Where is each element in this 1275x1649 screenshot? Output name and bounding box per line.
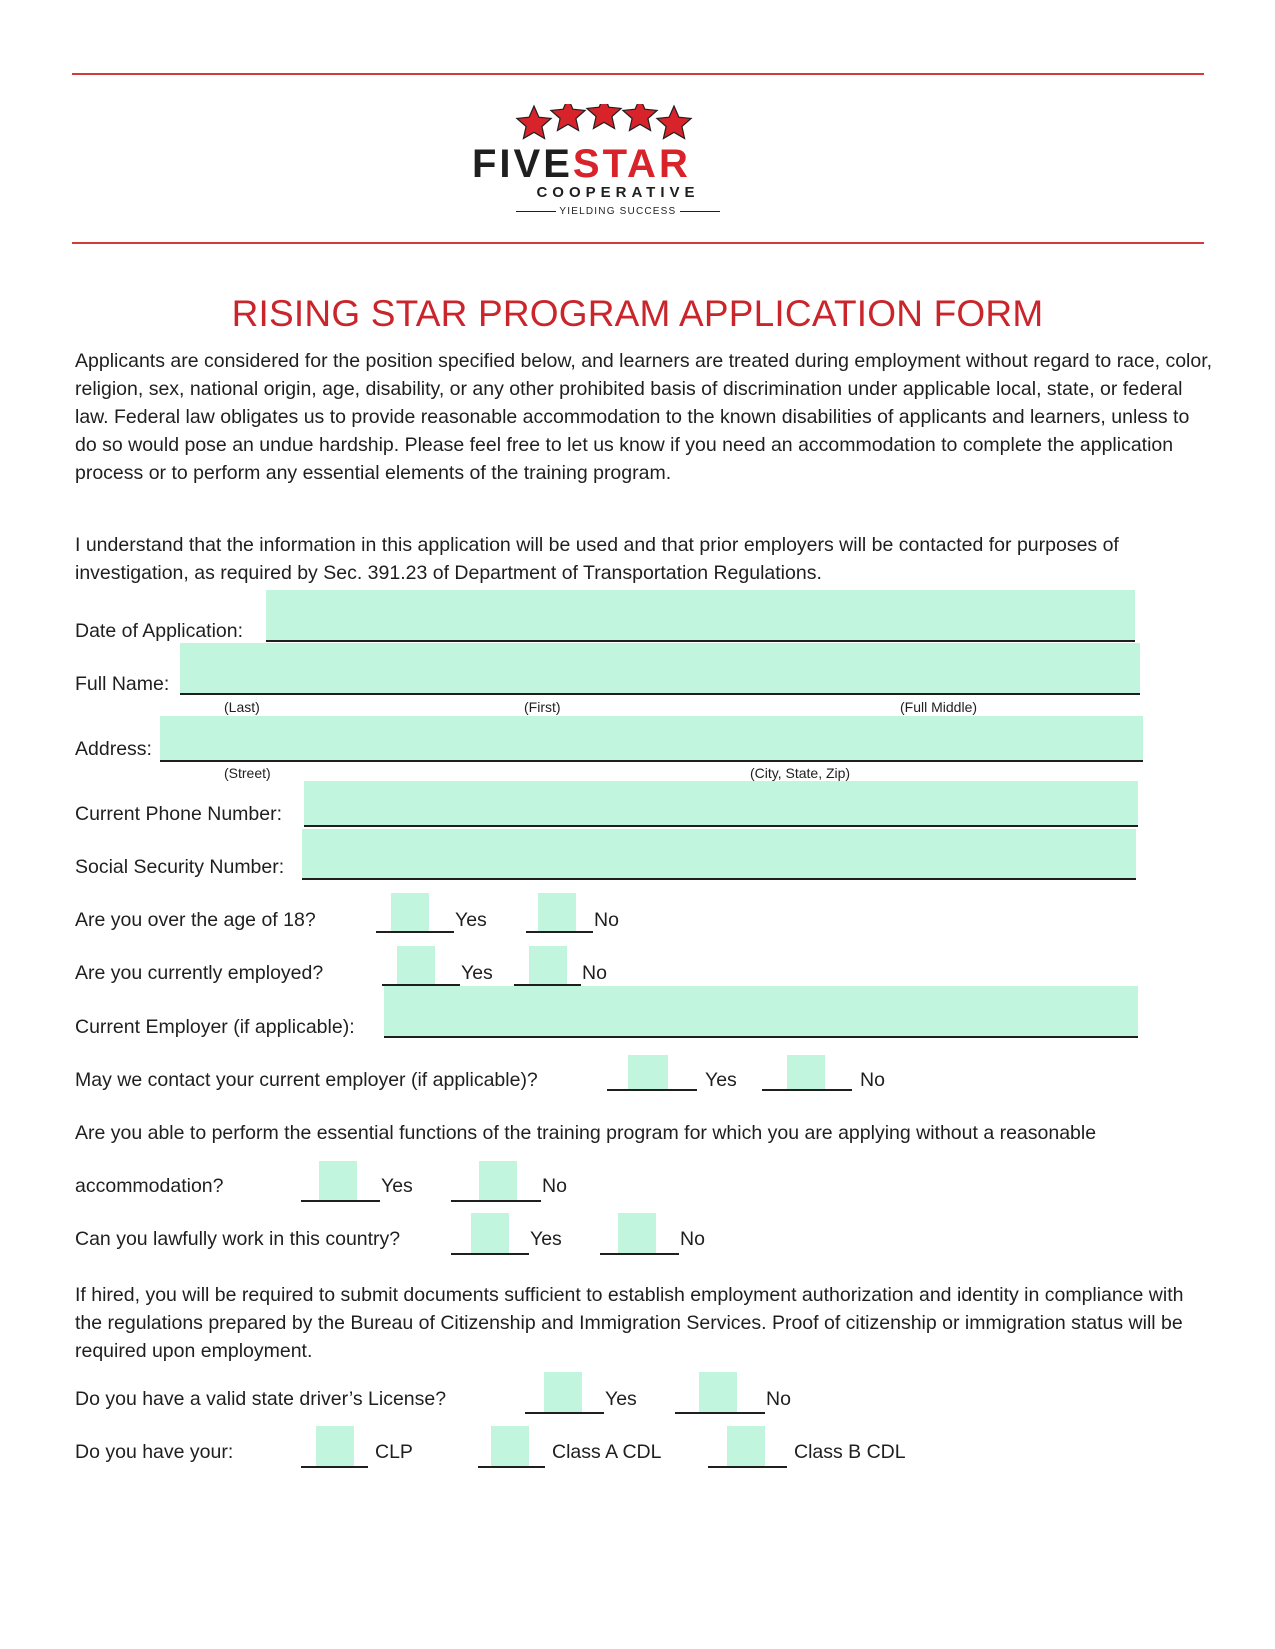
- header-bottom-rule: [72, 242, 1204, 244]
- logo-tagline: [498, 206, 738, 217]
- class-a-label: Class A CDL: [552, 1441, 662, 1463]
- age-yes-label: Yes: [455, 909, 487, 931]
- full-name-field[interactable]: [180, 643, 1140, 693]
- date-underline: [266, 640, 1135, 642]
- age-yes-underline: [376, 931, 454, 933]
- lawful-yes-label: Yes: [530, 1228, 562, 1250]
- ssn-field[interactable]: [302, 829, 1136, 878]
- class-a-box[interactable]: [491, 1426, 529, 1466]
- lawful-yes-box[interactable]: [471, 1213, 509, 1253]
- address-label: Address:: [75, 738, 152, 760]
- contact-question: May we contact your current employer (if applicable)?: [75, 1069, 538, 1091]
- authorization-paragraph: If hired, you will be required to submit documents sufficient to establish employment authorization and identity in compliance with the regulations prepared by the Bureau of Citizenship and Immigration Services. Proof of citizenship or immigration status will be required upon employment.: [75, 1284, 1184, 1362]
- lawful-question: Can you lawfully work in this country?: [75, 1228, 401, 1250]
- tagline-right-line: [680, 211, 720, 212]
- employer-underline: [384, 1036, 1138, 1038]
- logo-tagline-text: YIELDING SUCCESS: [559, 206, 677, 217]
- license-yes-box[interactable]: [544, 1372, 582, 1412]
- perform-yes-label: Yes: [381, 1175, 413, 1197]
- name-sub-last: (Last): [224, 699, 260, 715]
- employed-question: Are you currently employed?: [75, 962, 324, 984]
- perform-no-label: No: [542, 1175, 567, 1197]
- class-b-label: Class B CDL: [794, 1441, 906, 1463]
- license-yes-label: Yes: [605, 1388, 637, 1410]
- address-field[interactable]: [160, 716, 1143, 760]
- contact-no-box[interactable]: [787, 1055, 825, 1089]
- name-sub-middle: (Full Middle): [900, 699, 978, 715]
- license-no-label: No: [766, 1388, 791, 1410]
- name-label: Full Name:: [75, 673, 170, 695]
- ssn-label: Social Security Number:: [75, 856, 285, 878]
- employer-label: Current Employer (if applicable):: [75, 1016, 355, 1038]
- lawful-yes-underline: [451, 1253, 529, 1255]
- date-label: Date of Application:: [75, 620, 244, 642]
- perform-question-line2: accommodation?: [75, 1175, 224, 1197]
- logo-five-text: FIVE: [472, 142, 573, 186]
- phone-underline: [304, 825, 1138, 827]
- have-question: Do you have your:: [75, 1441, 234, 1463]
- clp-box[interactable]: [316, 1426, 354, 1466]
- class-b-underline: [708, 1466, 787, 1468]
- phone-field[interactable]: [304, 781, 1138, 825]
- date-field[interactable]: [266, 590, 1135, 640]
- license-yes-underline: [525, 1412, 604, 1414]
- consent-paragraph: I understand that the information in this application will be used and that prior employers will be contacted for purposes of investigation, as required by Sec. 391.23 of Department of Transportation Regulations.: [75, 534, 1119, 584]
- license-no-box[interactable]: [699, 1372, 737, 1412]
- age-no-label: No: [594, 909, 619, 931]
- address-sub-street: (Street): [224, 765, 271, 781]
- age-no-box[interactable]: [538, 893, 576, 931]
- contact-yes-label: Yes: [705, 1069, 737, 1091]
- logo-cooperative-text: COOPERATIVE: [536, 184, 700, 201]
- perform-question-line1: Are you able to perform the essential functions of the training program for which you are applying without a reasonable: [75, 1122, 1097, 1144]
- contact-no-underline: [762, 1089, 852, 1091]
- address-sub-city: (City, State, Zip): [750, 765, 851, 781]
- clp-label: CLP: [375, 1441, 413, 1463]
- name-sub-first: (First): [524, 699, 561, 715]
- age-yes-box[interactable]: [391, 893, 429, 931]
- perform-yes-underline: [301, 1200, 380, 1202]
- logo-star-text: STAR: [572, 142, 691, 186]
- contact-no-label: No: [860, 1069, 885, 1091]
- phone-label: Current Phone Number:: [75, 803, 283, 825]
- perform-no-underline: [451, 1200, 541, 1202]
- lawful-no-label: No: [680, 1228, 705, 1250]
- employed-yes-box[interactable]: [397, 946, 435, 984]
- form-title: RISING STAR PROGRAM APPLICATION FORM: [231, 293, 1044, 334]
- lawful-no-box[interactable]: [618, 1213, 656, 1253]
- perform-yes-box[interactable]: [319, 1161, 357, 1200]
- address-underline: [160, 760, 1143, 762]
- clp-underline: [301, 1466, 368, 1468]
- class-a-underline: [478, 1466, 545, 1468]
- employed-no-label: No: [582, 962, 607, 984]
- fivestar-logo: [472, 104, 778, 234]
- intro-paragraph: Applicants are considered for the position specified below, and learners are treated during employment without regard to race, color, religion, sex, national origin, age, disability, or any other prohibited basis of discrimination under applicable local, state, or federal law. Federal law obligates us to provide reasonable accommodation to the known disabilities of applicants and learners, unless to do so would pose an undue hardship. Please feel free to let us know if you need an accommodation to complete the application process or to perform any essential elements of the training program.: [75, 350, 1213, 484]
- header-top-rule: [72, 73, 1204, 75]
- contact-yes-box[interactable]: [628, 1055, 668, 1089]
- class-b-box[interactable]: [727, 1426, 765, 1466]
- employer-field[interactable]: [384, 986, 1138, 1036]
- perform-no-box[interactable]: [479, 1161, 517, 1200]
- ssn-underline: [302, 878, 1136, 880]
- lawful-no-underline: [600, 1253, 679, 1255]
- age-question: Are you over the age of 18?: [75, 909, 316, 931]
- age-no-underline: [526, 931, 593, 933]
- full-name-underline: [180, 693, 1140, 695]
- license-question: Do you have a valid state driver’s License?: [75, 1388, 447, 1410]
- logo-wordmark: [472, 142, 772, 186]
- employed-no-box[interactable]: [529, 946, 567, 984]
- tagline-left-line: [516, 211, 556, 212]
- contact-yes-underline: [607, 1089, 697, 1091]
- license-no-underline: [675, 1412, 765, 1414]
- employed-yes-label: Yes: [461, 962, 493, 984]
